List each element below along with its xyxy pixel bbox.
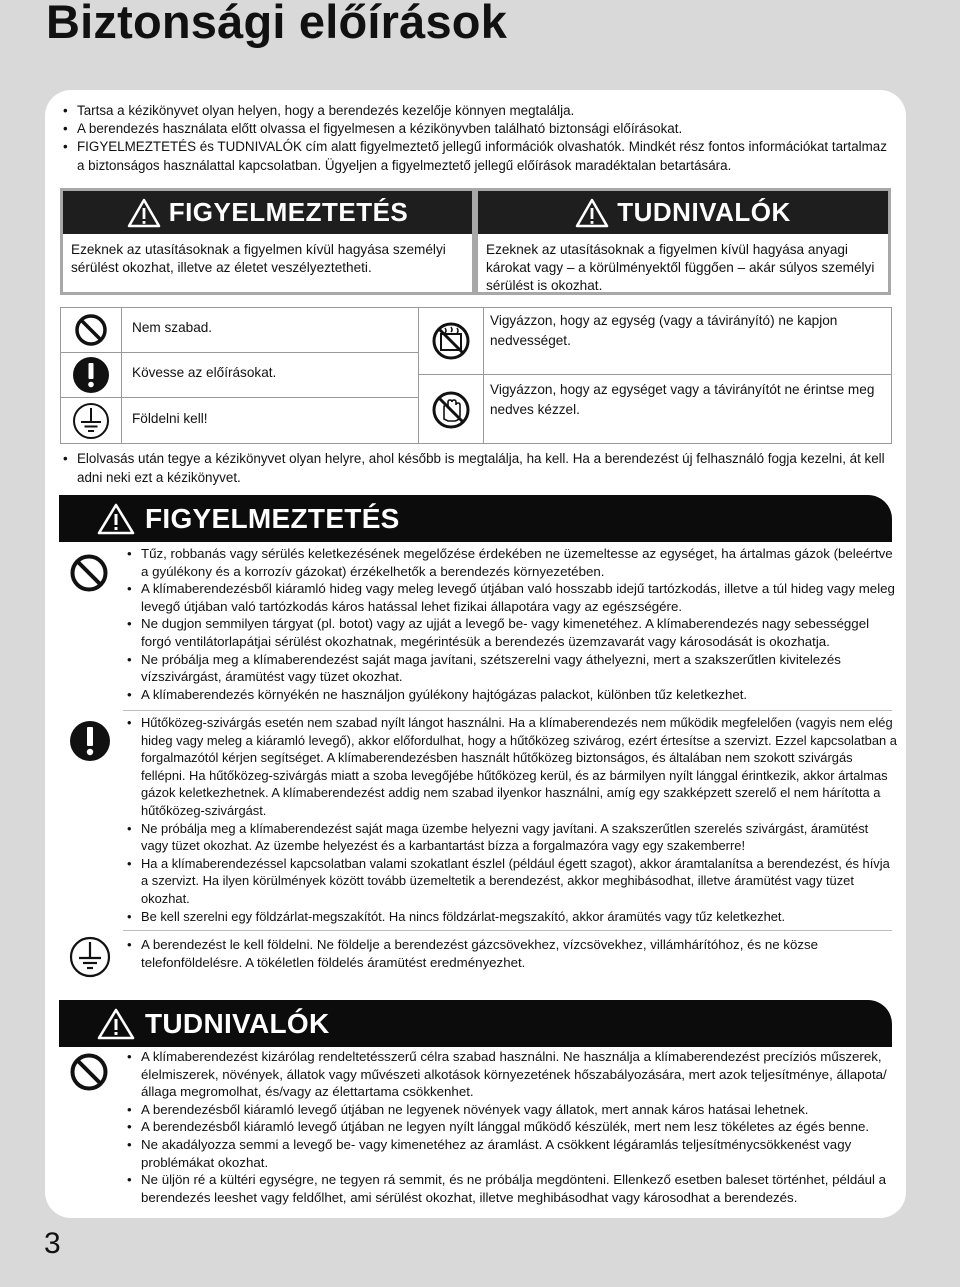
- ground-label: Földelni kell!: [132, 411, 208, 426]
- list-item: • A berendezés használata előtt olvassa el figyelmesen a kézikönyvben található biztonsági előírásokat.: [63, 120, 893, 138]
- list-item: • Ne dugjon semmilyen tárgyat (pl. botot) vagy az ujját a levegő be- vagy kimenetéhez. A klímaberendezés nagy sebességgel forgó ventilátorlapátjai sérülést okozhatnak, megérintésük a berendezés üzemzavarát vagy károsodását is okozhatja.: [127, 615, 897, 650]
- ground-icon: [72, 402, 110, 440]
- prohibited-icon: [74, 313, 108, 347]
- warning-triangle-icon: [127, 198, 161, 228]
- no-water-label: Vigyázzon, hogy az egység (vagy a távirányító) ne kapjon nedvességet.: [490, 313, 838, 348]
- list-item: • Ne akadályozza semmi a levegő be- vagy kimenetéhez az áramlást. A csökkent légáramlás teljesítménycsökkenést vagy problémákat okozhat.: [127, 1136, 897, 1171]
- mandatory-label: Kövesse az előírásokat.: [132, 365, 277, 380]
- list-item: • Ne próbálja meg a klímaberendezést saját maga üzembe helyezni vagy javítani. A szakszerűtlen szerelés szivárgást, áramütést vagy tüzet okozhat. Az üzembe helyezést és a karbantartást bízza a forgalmazóra vagy egy szakemberre!: [127, 820, 897, 855]
- page-number: 3: [44, 1227, 61, 1260]
- after-note-list: [63, 449, 893, 487]
- warning-mandatory-list: [127, 714, 897, 925]
- caution-section-banner: [59, 1000, 892, 1047]
- list-item: • A berendezést le kell földelni. Ne földelje a berendezést gázcsövekhez, vízcsövekhez, villámhárítóhoz, és ne közse telefonföldelésre. A tökéletlen földelés áramütést eredményezhet.: [127, 936, 897, 971]
- prohibited-icon: [69, 553, 109, 593]
- list-item: • A klímaberendezésből kiáramló hideg vagy meleg levegő útjában való hosszabb idejű tartózkodás, illetve a túl hideg vagy meleg levegő útjában való tartózkodás káros hatással lehet fizikai állapotára vagy az egészségére.: [127, 580, 897, 615]
- list-item: • FIGYELMEZTETÉS és TUDNIVALÓK cím alatt figyelmeztető jellegű információk olvashatók. Mindkét rész fontos információkat tartalmaz a biztonságos használattal kapcsolatban. Ügyeljen a figyelmeztető jellegű előírások maradéktalan betartására.: [63, 138, 893, 174]
- list-item: • Tűz, robbanás vagy sérülés keletkezésének megelőzése érdekében ne üzemeltesse az egységet, ha ártalmas gázok (beleértve a gyúlékony és a korrozív gázokat) érzékelhetők a berendezés környezetében.: [127, 545, 897, 580]
- list-item: • A berendezésből kiáramló levegő útjában ne legyenek növények vagy állatok, mert annak káros hatásai lehetnek.: [127, 1101, 897, 1119]
- list-item: • Be kell szerelni egy földzárlat-megszakítót. Ha nincs földzárlat-megszakító, akkor áramütés vagy tűz keletkezhet.: [127, 908, 897, 926]
- list-item: • Elolvasás után tegye a kézikönyvet olyan helyre, ahol később is megtalálja, ha kell. Ha a berendezést új felhasználó fogja kezelni, át kell adni neki ezt a kézikönyvet.: [63, 449, 893, 487]
- mandatory-icon: [72, 356, 110, 394]
- warning-definition-box: [60, 188, 475, 295]
- list-item: • A klímaberendezést kizárólag rendeltetésszerű célra szabad használni. Ne használja a klímaberendezést precíziós műszerek, élelmiszerek, növények, állatok vagy művészeti alkotások környezetének hőszabályozására, mert azok teljesítménye, állapota/állaga megromolhat, és/vagy az élettartama csökkenhet.: [127, 1048, 897, 1101]
- list-item: • A klímaberendezés környékén ne használjon gyúlékony hajtógázas palackot, különben tűz keletkezhet.: [127, 686, 897, 704]
- caution-triangle-icon: [97, 1008, 135, 1040]
- list-item: • Hűtőközeg-szivárgás esetén nem szabad nyílt lángot használni. Ha a klímaberendezés nem működik megfelelően (vagyis nem elég hideg vagy meleg a kiáramló levegő), akkor előfordulhat, hogy a hűtőközeg szivárog, ezért értesítse a szervizt. Ezzel kapcsolatban a forgalmazótól kérjen segítséget. A klímaberendezésben használt hűtőközeg biztonságos, és általában nem szokott szivárgás fellépni. Ha hűtőközeg-szivárgás miatt a szoba levegőjébe hűtőközeg kerül, és az bármilyen nyílt lánggal érintkezik, akkor ártalmas gázok keletkezhetnek. A klímaberendezést addig nem szabad ilyenkor használni, amíg egy szakképzett szerelő el nem hárította a hűtőközeg-szivárgást.: [127, 714, 897, 820]
- warning-section-title: FIGYELMEZTETÉS: [145, 502, 400, 534]
- warning-box-title: FIGYELMEZTETÉS: [168, 197, 409, 227]
- mandatory-icon: [69, 720, 111, 762]
- symbol-legend-table: [60, 307, 892, 444]
- no-water-icon: [431, 321, 471, 361]
- caution-prohibited-list: [127, 1048, 897, 1206]
- warning-box-text: Ezeknek az utasításoknak a figyelmen kívül hagyása személyi sérülést okozhat, illetve az életet veszélyeztetheti.: [71, 242, 446, 275]
- warning-triangle-icon: [97, 503, 135, 535]
- list-item: • Tartsa a kézikönyvet olyan helyen, hogy a berendezés kezelője könnyen megtalálja.: [63, 102, 893, 120]
- warning-box-header: [63, 191, 472, 234]
- list-item: • Ne üljön ré a kültéri egységre, ne tegyen rá semmit, és ne próbálja megdönteni. Ellenkező esetben baleset történhet, például a berendezés leeshet vagy feldőlhet, ami sérülést okozhat, illetve meghibásodhat vagy károsodhat a berendezés.: [127, 1171, 897, 1206]
- safety-panel: [45, 90, 906, 1218]
- intro-list: [63, 102, 893, 175]
- warning-ground-list: [127, 936, 897, 971]
- divider: [123, 710, 892, 711]
- no-wet-hands-icon: [431, 390, 471, 430]
- list-item: • A berendezésből kiáramló levegő útjában ne legyen nyílt lánggal működő készülék, mert nem lesz tökéletes az égés benne.: [127, 1118, 897, 1136]
- caution-box-text: Ezeknek az utasításoknak a figyelmen kívül hagyása anyagi károkat vagy – a körülményektől függően – akár súlyos személyi sérülést is okozhat.: [486, 242, 875, 293]
- no-wet-hands-label: Vigyázzon, hogy az egységet vagy a távirányítót ne érintse meg nedves kézzel.: [490, 382, 875, 417]
- prohibited-icon: [69, 1052, 109, 1092]
- prohibited-label: Nem szabad.: [132, 320, 213, 335]
- list-item: • Ne próbálja meg a klímaberendezést saját maga javítani, szétszerelni vagy áthelyezni, mert a szakszerűtlen kivitelezés vízszivárgást, áramütést vagy tüzet okozhat.: [127, 651, 897, 686]
- caution-box-title: TUDNIVALÓK: [617, 197, 791, 227]
- caution-section-title: TUDNIVALÓK: [145, 1007, 330, 1039]
- ground-icon: [69, 936, 111, 978]
- caution-triangle-icon: [575, 198, 609, 228]
- divider: [123, 930, 892, 931]
- list-item: • Ha a klímaberendezéssel kapcsolatban valami szokatlant észlel (például égett szagot), akkor áramtalanítsa a berendezést, és hívja a szervizt. Ha ilyen körülmények között tovább üzemeltetik a berendezést, akkor meghibásodhat, illetve áramütést vagy tüzet okozhat.: [127, 855, 897, 908]
- warning-prohibited-list: [127, 545, 897, 703]
- page-title: Biztonsági előírások: [46, 0, 508, 48]
- caution-definition-box: [475, 188, 891, 295]
- caution-box-header: [478, 191, 888, 234]
- warning-section-banner: [59, 495, 892, 542]
